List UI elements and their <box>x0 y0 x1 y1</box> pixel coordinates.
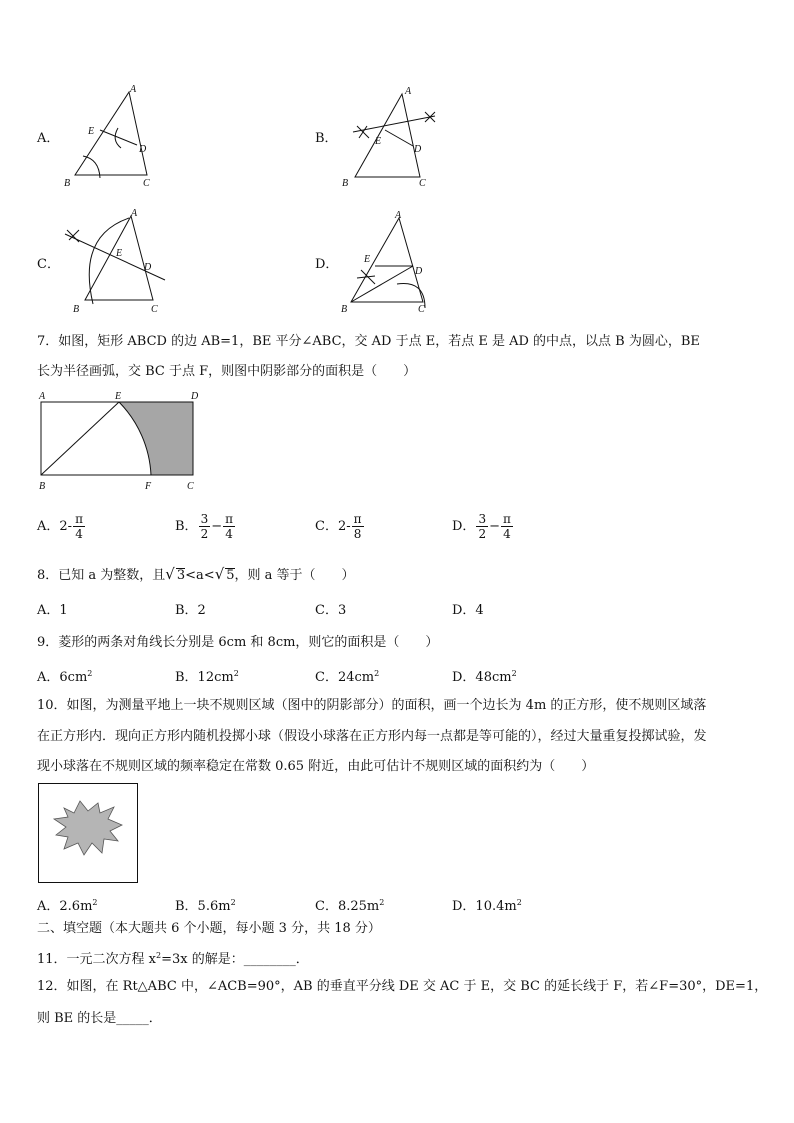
q7-stem-line1: 7．如图，矩形 ABCD 的边 AB=1，BE 平分∠ABC，交 AD 于点 E，若点 E 是 AD 的中点，以点 B 为圆心，BE <box>37 334 700 349</box>
q7-label-f: F <box>145 481 152 492</box>
svg-text:D: D <box>139 144 147 155</box>
q10-option-c: C．$8.25m^2$ <box>315 898 385 914</box>
q10-square-figure <box>38 783 140 885</box>
svg-text:D: D <box>415 266 423 277</box>
svg-text:B: B <box>341 304 348 315</box>
q6-figure-d <box>335 208 450 318</box>
q12-stem-line1: 12．如图，在 Rt△ABC 中，∠ACB=90°，AB 的垂直平分线 DE 交 AC 于 E，交 BC 的延长线于 F，若∠F=30°，DE=1， <box>37 979 768 994</box>
q8-option-c: C．3 <box>315 603 347 618</box>
q6-figure-b <box>335 82 450 192</box>
q10-option-d: D．$10.4m^2$ <box>452 898 522 914</box>
q7-label-a: A <box>39 391 46 402</box>
q6-figure-a <box>55 82 165 192</box>
q7-label-d: D <box>191 391 199 402</box>
q10-option-a: A．$2.6m^2$ <box>37 898 98 914</box>
q10-stem-line1: 10．如图，为测量平地上一块不规则区域（图中的阴影部分）的面积，画一个边长为 4m 的正方形，使不规则区域落 <box>37 698 707 713</box>
q9-option-d: D．$48cm^2$ <box>452 669 517 685</box>
svg-text:B: B <box>73 304 80 315</box>
q7-label-c: C <box>187 481 194 492</box>
svg-text:E: E <box>375 136 382 147</box>
q7-option-c: C．2- $\frac{\pi}{8}$ <box>315 512 362 541</box>
q9-option-b: B．$12cm^2$ <box>175 669 239 685</box>
svg-text:B: B <box>64 178 71 189</box>
svg-text:D: D <box>414 144 422 155</box>
q8-stem: 8．已知 a 为整数，且√ 3<a<√ 5，则 a 等于（ ） <box>37 565 355 583</box>
q11-stem: 11．一元二次方程 $x^2=3x$ 的解是：________． <box>37 951 309 967</box>
q8-option-d: D．4 <box>452 603 484 618</box>
q10-stem-line2: 在正方形内．现向正方形内随机投掷小球（假设小球落在正方形内每一点都是等可能的），经过大量重复投掷试验，发 <box>37 729 707 744</box>
svg-text:C: C <box>151 304 158 315</box>
q10-option-b: B．$5.6m^2$ <box>175 898 236 914</box>
q7-option-a: A．2- $\frac{\pi}{4}$ <box>37 512 83 541</box>
q7-label-b: B <box>39 481 46 492</box>
q7-option-d: D． $\frac{3}{2}$ − $\frac{\pi}{4}$ <box>452 512 511 541</box>
q8-option-b: B．2 <box>175 603 206 618</box>
svg-text:E: E <box>88 126 95 137</box>
svg-text:C: C <box>143 178 150 189</box>
svg-text:E: E <box>116 248 123 259</box>
q10-stem-line3: 现小球落在不规则区域的频率稳定在常数 0.65 附近，由此可估计不规则区域的面积约为（ ） <box>37 759 595 774</box>
q7-label-e: E <box>115 391 122 402</box>
svg-text:B: B <box>342 178 349 189</box>
q6-option-a-label: A． <box>37 131 60 146</box>
svg-text:C: C <box>419 178 426 189</box>
q12-stem-line2: 则 BE 的长是_____． <box>37 1011 162 1026</box>
q6-option-c-label: C． <box>37 257 60 272</box>
q6-option-d-label: D． <box>315 257 339 272</box>
section-2-title: 二、填空题（本大题共 6 个小题，每小题 3 分，共 18 分） <box>37 921 381 936</box>
svg-text:A: A <box>130 84 137 95</box>
q7-stem-line2: 长为半径画弧，交 BC 于点 F，则图中阴影部分的面积是（ ） <box>37 364 417 379</box>
svg-text:E: E <box>364 254 371 265</box>
q7-option-b: B． $\frac{3}{2}$ − $\frac{\pi}{4}$ <box>175 512 233 541</box>
q6-option-b-label: B． <box>315 131 338 146</box>
svg-text:D: D <box>144 262 152 273</box>
q9-option-c: C．$24cm^2$ <box>315 669 380 685</box>
q8-option-a: A．1 <box>37 603 68 618</box>
q9-stem: 9．菱形的两条对角线长分别是 6cm 和 8cm，则它的面积是（ ） <box>37 635 439 650</box>
svg-text:A: A <box>395 210 402 221</box>
q9-option-a: A．$6cm^2$ <box>37 669 93 685</box>
q6-figure-c <box>57 208 172 318</box>
q7-figure <box>33 387 213 497</box>
svg-text:A: A <box>131 208 138 219</box>
svg-text:A: A <box>405 86 412 97</box>
svg-text:C: C <box>418 304 425 315</box>
